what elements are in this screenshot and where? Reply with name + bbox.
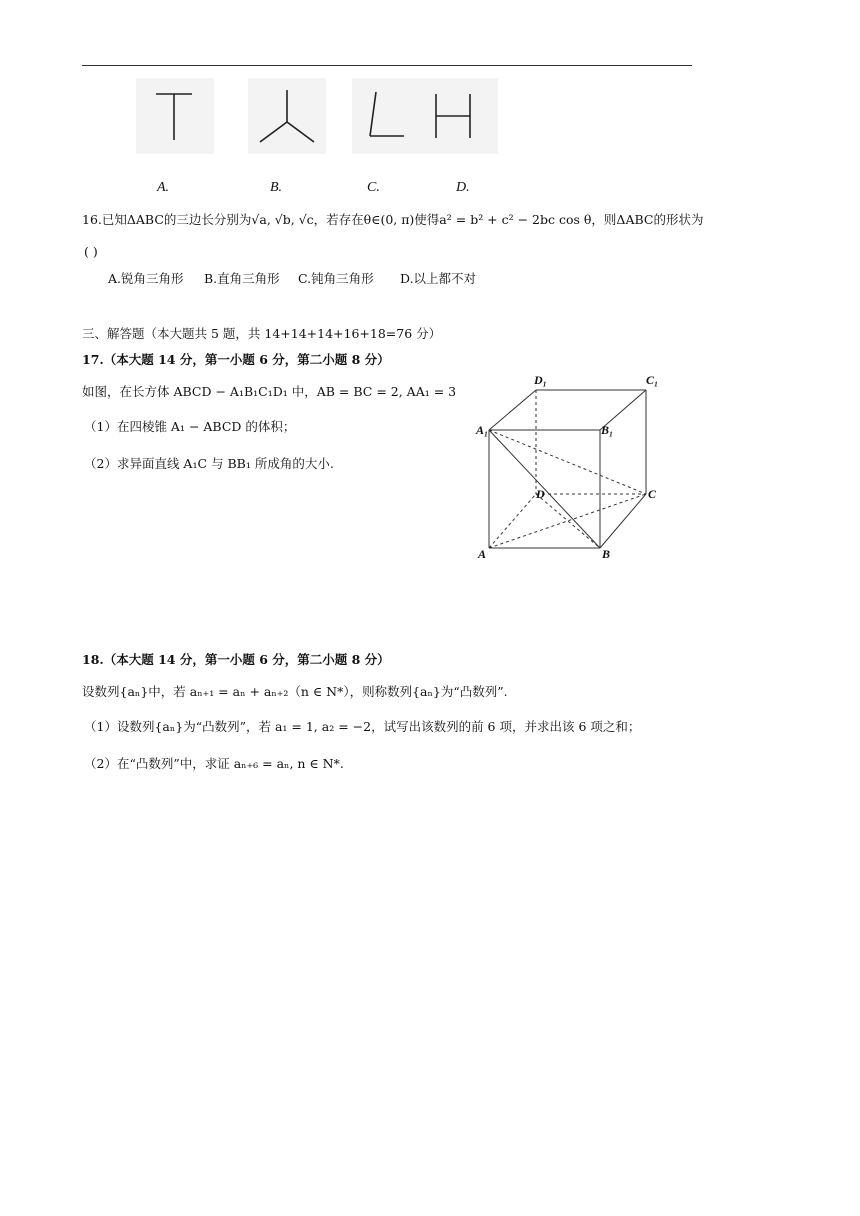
top-rule [82,65,692,66]
segment-a1-c [489,430,646,494]
q16-choice-c: C.钝角三角形 [298,271,374,286]
cuboid-figure [470,372,670,572]
section-heading: 三、解答题（本大题共 5 题，共 14+14+14+16+18=76 分） [82,326,442,341]
q17-intro: 如图，在长方体 ABCD − A₁B₁C₁D₁ 中，AB = BC = 2, AA₁ = 3 [82,384,457,399]
label-c: C [648,487,657,501]
option-d-label: D. [456,180,470,195]
q18-intro: 设数列{aₙ}中，若 aₙ₊₁ = aₙ + aₙ₊₂（n ∈ N*），则称数列{aₙ}为“凸数列”. [82,684,508,699]
q17-part1: （1）在四棱锥 A₁ − ABCD 的体积； [84,419,296,434]
q16-choice-d: D.以上都不对 [400,271,477,286]
q18-title: 18.（本大题 14 分，第一小题 6 分，第二小题 8 分） [82,652,390,667]
q18-part2: （2）在“凸数列”中，求证 aₙ₊₆ = aₙ, n ∈ N*. [84,756,344,771]
h-shape-icon [420,78,498,154]
q17-part2: （2）求异面直线 A₁C 与 BB₁ 所成角的大小. [84,456,334,471]
q16-stem: 16.已知ΔABC的三边长分别为√a, √b, √c，若存在θ∈(0, π)使得a² = b² + c² − 2bc cos θ，则ΔABC的形状为 [82,212,704,227]
y-shape-icon [248,78,326,154]
label-a: A [478,547,487,561]
q17-title: 17.（本大题 14 分，第一小题 6 分，第二小题 8 分） [82,352,390,367]
t-shape-icon [136,78,214,154]
label-c1: C₁ [646,373,659,387]
q18-part1: （1）设数列{aₙ}为“凸数列”，若 a₁ = 1, a₂ = −2，试写出该数列的前 6 项，并求出该 6 项之和； [84,719,641,734]
q16-answer-paren: ( ) [84,244,98,259]
option-c-label: C. [367,180,380,195]
option-c-figure [352,78,430,154]
option-b-figure [248,78,326,154]
segment-d-b [536,494,600,548]
edge-b-c [600,494,646,548]
label-b: B [602,547,611,561]
option-b-label: B. [270,180,283,195]
label-d1: D₁ [534,373,547,387]
label-b1: B₁ [601,423,614,437]
q16-choice-a: A.锐角三角形 [108,271,184,286]
q16-choice-b: B.直角三角形 [204,271,280,286]
l-shape-icon [352,78,430,154]
label-a1: A₁ [476,423,489,437]
option-a-figure [136,78,214,154]
label-d: D [536,487,545,501]
option-a-label: A. [157,180,170,195]
option-d-figure [420,78,498,154]
edge-a1-d1 [489,390,536,430]
